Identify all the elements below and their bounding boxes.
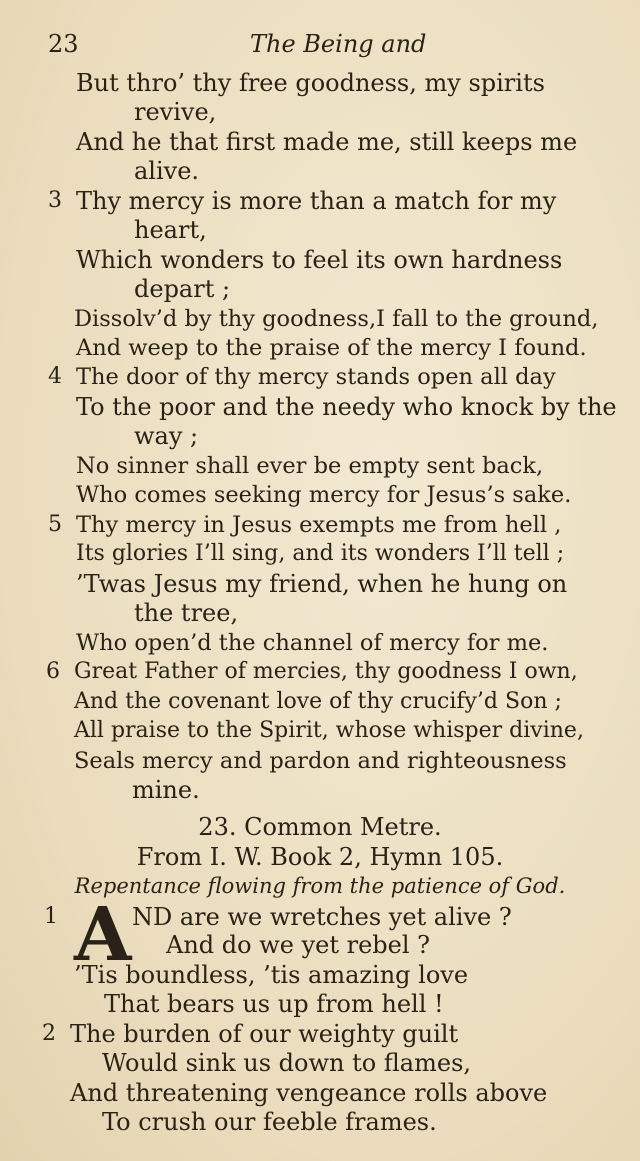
verse-number: 5 xyxy=(48,512,62,537)
hymn-line: ’Tis boundless, ’tis amazing love xyxy=(74,961,469,989)
page-header xyxy=(0,30,640,64)
hymn-heading: 23. Common Metre. xyxy=(198,813,442,841)
hymn-line: mine. xyxy=(132,776,200,804)
hymn-line: Would sink us down to flames, xyxy=(102,1049,472,1077)
hymn-line: Thy mercy in Jesus exempts me from hell , xyxy=(76,512,562,538)
running-title: The Being and xyxy=(250,30,427,58)
hymn-line: revive, xyxy=(134,98,217,126)
hymn-line: Dissolv’d by thy goodness,I fall to the ground, xyxy=(74,306,599,332)
hymn-line: And the covenant love of thy crucify’d Son ; xyxy=(74,689,562,714)
hymn-line: ND are we wretches yet alive ? xyxy=(132,903,512,931)
hymn-line: alive. xyxy=(134,157,200,185)
hymn-line: Seals mercy and pardon and righteousness xyxy=(74,748,567,774)
verse-number: 4 xyxy=(48,364,62,389)
hymn-subtitle: Repentance flowing from the patience of God. xyxy=(74,874,566,898)
hymn-line: But thro’ thy free goodness, my spirits xyxy=(76,69,545,97)
hymn-line: heart, xyxy=(134,216,207,244)
hymn-line: Thy mercy is more than a match for my xyxy=(76,187,557,215)
hymn-line: Who open’d the channel of mercy for me. xyxy=(76,630,549,656)
hymn-line: All praise to the Spirit, whose whisper divine, xyxy=(74,718,584,743)
hymn-line: To crush our feeble frames. xyxy=(102,1108,437,1136)
page-number: 23 xyxy=(48,30,79,58)
hymn-line: The burden of our weighty guilt xyxy=(70,1020,459,1048)
verse-number: 6 xyxy=(46,659,60,684)
verse-number: 2 xyxy=(42,1021,56,1046)
hymn-line: And weep to the praise of the mercy I found. xyxy=(76,335,587,361)
hymn-line: Who comes seeking mercy for Jesus’s sake. xyxy=(76,482,572,508)
hymn-line: the tree, xyxy=(134,599,239,627)
verse-number: 1 xyxy=(44,904,58,929)
hymn-line: No sinner shall ever be empty sent back, xyxy=(76,453,544,479)
hymn-line: And threatening vengeance rolls above xyxy=(70,1079,548,1107)
hymn-source: From I. W. Book 2, Hymn 105. xyxy=(136,843,504,871)
hymn-line: The door of thy mercy stands open all day xyxy=(76,364,556,390)
hymn-line: way ; xyxy=(134,422,199,450)
verse-number: 3 xyxy=(48,188,62,213)
hymn-line: That bears us up from hell ! xyxy=(104,990,444,1018)
hymn-line: ’Twas Jesus my friend, when he hung on xyxy=(76,570,568,598)
hymn-line: Its glories I’ll sing, and its wonders I’ll tell ; xyxy=(76,541,565,566)
drop-cap: A xyxy=(74,892,132,978)
hymn-line: Which wonders to feel its own hardness xyxy=(76,246,563,274)
hymn-line: Great Father of mercies, thy goodness I own, xyxy=(74,659,578,684)
hymn-line: And do we yet rebel ? xyxy=(166,931,431,959)
hymn-line: depart ; xyxy=(134,275,231,303)
hymn-line: To the poor and the needy who knock by the xyxy=(76,393,617,421)
hymn-line: And he that first made me, still keeps me xyxy=(76,128,578,156)
